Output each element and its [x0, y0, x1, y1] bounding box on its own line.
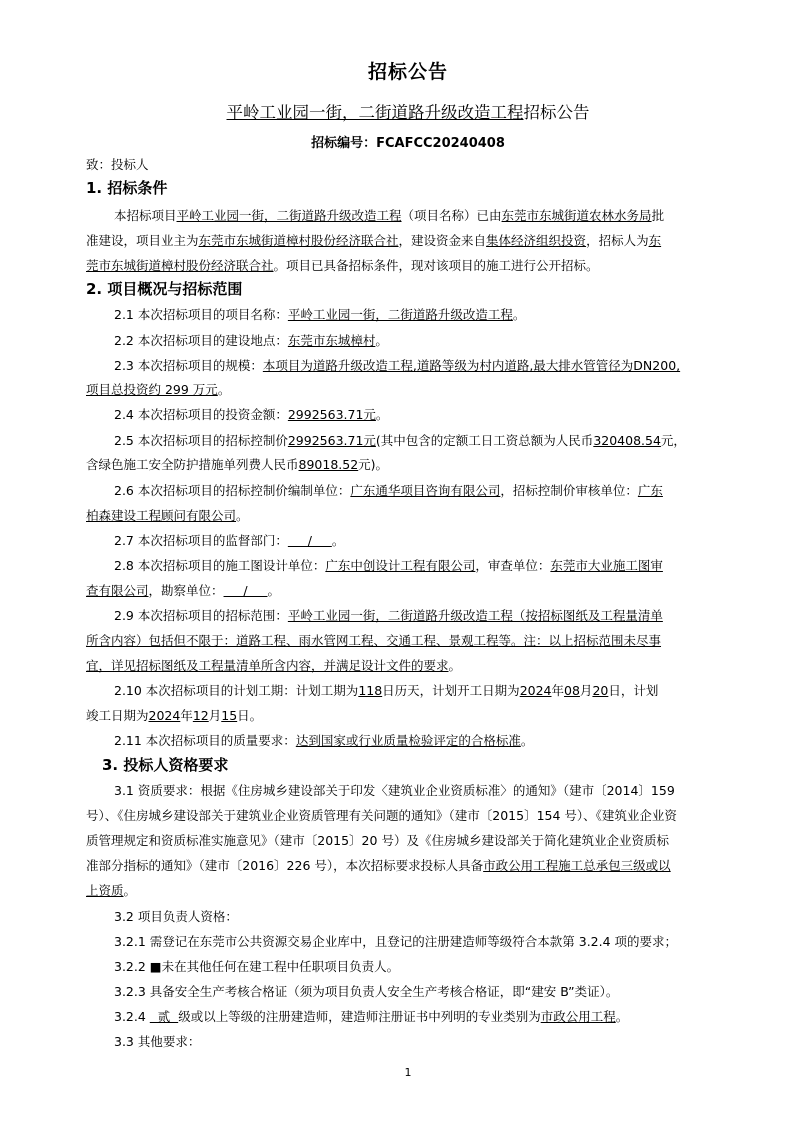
- item-2-3-line-2: 项目总投资约 299 万元。: [86, 382, 231, 397]
- item-3-2-4: 3.2.4 贰 级或以上等级的注册建造师，建造师注册证书中列明的专业类别为市政公用工程。: [114, 1009, 629, 1024]
- item-3-3: 3.3 其他要求：: [114, 1034, 201, 1049]
- item-3-2-1: 3.2.1 需登记在东莞市公共资源交易企业库中，且登记的注册建造师等级符合本款第 3.2.4 项的要求；: [114, 934, 678, 949]
- item-3-2-3: 3.2.3 具备安全生产考核合格证（须为项目负责人安全生产考核合格证，即“建安 B”类证）。: [114, 984, 619, 999]
- addressee: 致：投标人: [86, 157, 149, 172]
- item-2-9-line-3: 宜，详见招标图纸及工程量清单所含内容，并满足设计文件的要求。: [86, 658, 462, 673]
- item-2-7: 2.7 本次招标项目的监督部门： / 。: [114, 533, 345, 548]
- item-2-8-line-2: 查有限公司，勘察单位： / 。: [86, 583, 280, 598]
- section-1-heading: 1. 招标条件: [86, 179, 168, 197]
- item-2-10-line-2: 竣工日期为2024年12月15日。: [86, 708, 263, 723]
- item-3-2: 3.2 项目负责人资格：: [114, 909, 238, 924]
- item-2-5-line-1: 2.5 本次招标项目的招标控制价2992563.71元(其中包含的定额工日工资总额为人民币320408.54元，: [114, 433, 686, 448]
- page-title: 招标公告: [367, 61, 448, 83]
- item-2-10-line-1: 2.10 本次招标项目的计划工期：计划工期为118日历天，计划开工日期为2024年08月20日，计划: [114, 683, 659, 698]
- item-2-6-line-2: 柏森建设工程顾问有限公司。: [86, 508, 249, 523]
- item-2-2: 2.2 本次招标项目的建设地点：东莞市东城樟村。: [114, 333, 388, 348]
- subtitle-project-name: 平岭工业园一街，二街道路升级改造工程: [226, 103, 524, 122]
- s1-line-2: 准建设，项目业主为东莞市东城街道樟村股份经济联合社，建设资金来自集体经济组织投资，招标人为东: [86, 233, 662, 248]
- item-3-1-line-5: 上资质。: [86, 883, 137, 898]
- item-2-3-line-1: 2.3 本次招标项目的规模：本项目为道路升级改造工程,道路等级为村内道路,最大排水管管径为DN200,: [114, 358, 681, 373]
- item-3-1-line-1: 3.1 资质要求：根据《住房城乡建设部关于印发〈建筑业企业资质标准〉的通知》（建市〔2014〕159: [114, 783, 675, 798]
- section-3-heading: 3. 投标人资格要求: [102, 756, 229, 774]
- tender-code-label: 招标编号：: [311, 136, 377, 151]
- tender-code-value: FCAFCC20240408: [376, 136, 505, 151]
- item-3-1-line-3: 质管理规定和资质标准实施意见》（建市〔2015〕20 号）及《住房城乡建设部关于简化建筑业企业资质标: [86, 833, 669, 848]
- item-2-8-line-1: 2.8 本次招标项目的施工图设计单位：广东中创设计工程有限公司，审查单位：东莞市大业施工图审: [114, 558, 663, 573]
- page-number: 1: [404, 1066, 412, 1079]
- s1-line-3: 莞市东城街道樟村股份经济联合社。项目已具备招标条件，现对该项目的施工进行公开招标。: [86, 258, 599, 273]
- item-3-1-line-4: 准部分指标的通知》（建市〔2016〕226 号），本次招标要求投标人具备市政公用工程施工总承包三级或以: [86, 858, 671, 873]
- s1-line-1: 本招标项目平岭工业园一街，二街道路升级改造工程（项目名称）已由东莞市东城街道农林水务局批: [114, 208, 665, 223]
- tender-code: [86, 132, 730, 151]
- item-3-1-line-2: 号）、《住房城乡建设部关于建筑业企业资质管理有关问题的通知》（建市〔2015〕154 号）、《建筑业企业资: [86, 808, 677, 823]
- item-2-11: 2.11 本次招标项目的质量要求：达到国家或行业质量检验评定的合格标准。: [114, 733, 534, 748]
- item-2-6-line-1: 2.6 本次招标项目的招标控制价编制单位：广东通华项目咨询有限公司，招标控制价审核单位：广东: [114, 483, 663, 498]
- item-2-9-line-2: 所含内容）包括但不限于：道路工程、雨水管网工程、交通工程、景观工程等。注：以上招标范围未尽事: [86, 633, 662, 648]
- item-2-4: 2.4 本次招标项目的投资金额：2992563.71元。: [114, 407, 389, 422]
- section-2-heading: 2. 项目概况与招标范围: [86, 280, 243, 298]
- item-2-1: 2.1 本次招标项目的项目名称：平岭工业园一街，二街道路升级改造工程。: [114, 307, 526, 322]
- subtitle-suffix: 招标公告: [523, 103, 590, 122]
- item-2-5-line-2: 含绿色施工安全防护措施单列费人民币89018.52元)。: [86, 457, 389, 472]
- item-2-9-line-1: 2.9 本次招标项目的招标范围：平岭工业园一街，二街道路升级改造工程（按招标图纸及工程量清单: [114, 608, 663, 623]
- project-subtitle: [86, 99, 730, 123]
- item-3-2-2: 3.2.2 ■未在其他任何在建工程中任职项目负责人。: [114, 959, 400, 974]
